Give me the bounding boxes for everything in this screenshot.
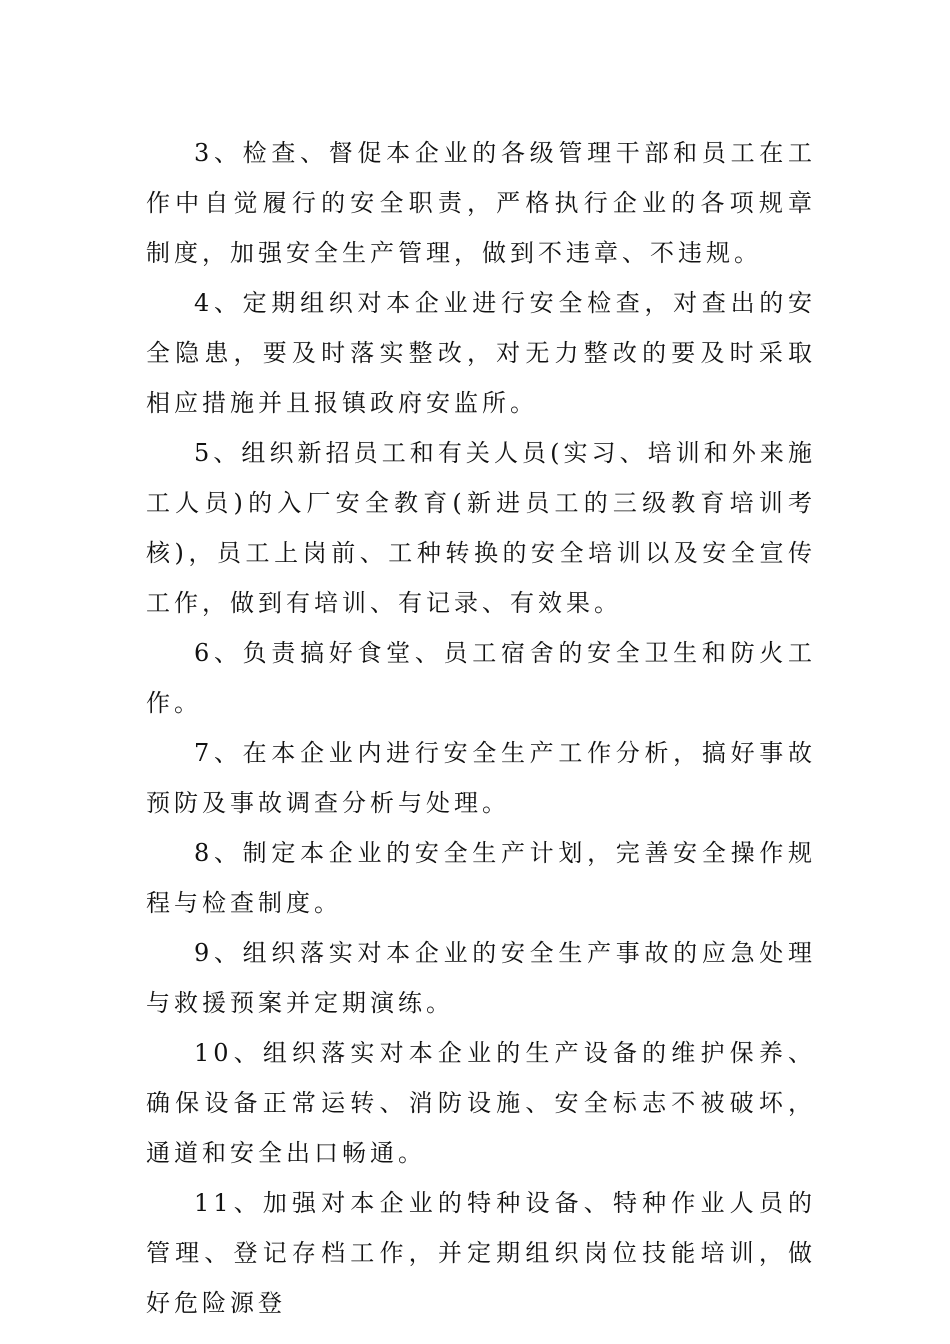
paragraph-4: 4、定期组织对本企业进行安全检查，对查出的安全隐患，要及时落实整改，对无力整改的要及时采取相应措施并且报镇政府安监所。 — [146, 289, 816, 417]
paragraph-7: 7、在本企业内进行安全生产工作分析，搞好事故预防及事故调查分析与处理。 — [146, 739, 816, 817]
document-body — [146, 128, 816, 1328]
paragraph-10: 10、组织落实对本企业的生产设备的维护保养、确保设备正常运转、消防设施、安全标志不被破坏，通道和安全出口畅通。 — [146, 1039, 816, 1167]
paragraph-9: 9、组织落实对本企业的安全生产事故的应急处理与救援预案并定期演练。 — [146, 939, 816, 1017]
paragraph-11: 11、加强对本企业的特种设备、特种作业人员的管理、登记存档工作，并定期组织岗位技能培训，做好危险源登 — [146, 1189, 816, 1317]
paragraph-6: 6、负责搞好食堂、员工宿舍的安全卫生和防火工作。 — [146, 639, 816, 717]
paragraph-8: 8、制定本企业的安全生产计划，完善安全操作规程与检查制度。 — [146, 839, 816, 917]
paragraph-5: 5、组织新招员工和有关人员(实习、培训和外来施工人员)的入厂安全教育(新进员工的三级教育培训考核)，员工上岗前、工种转换的安全培训以及安全宣传工作，做到有培训、有记录、有效果。 — [146, 439, 816, 617]
paragraph-3: 3、检查、督促本企业的各级管理干部和员工在工作中自觉履行的安全职责，严格执行企业的各项规章制度，加强安全生产管理，做到不违章、不违规。 — [146, 139, 816, 267]
